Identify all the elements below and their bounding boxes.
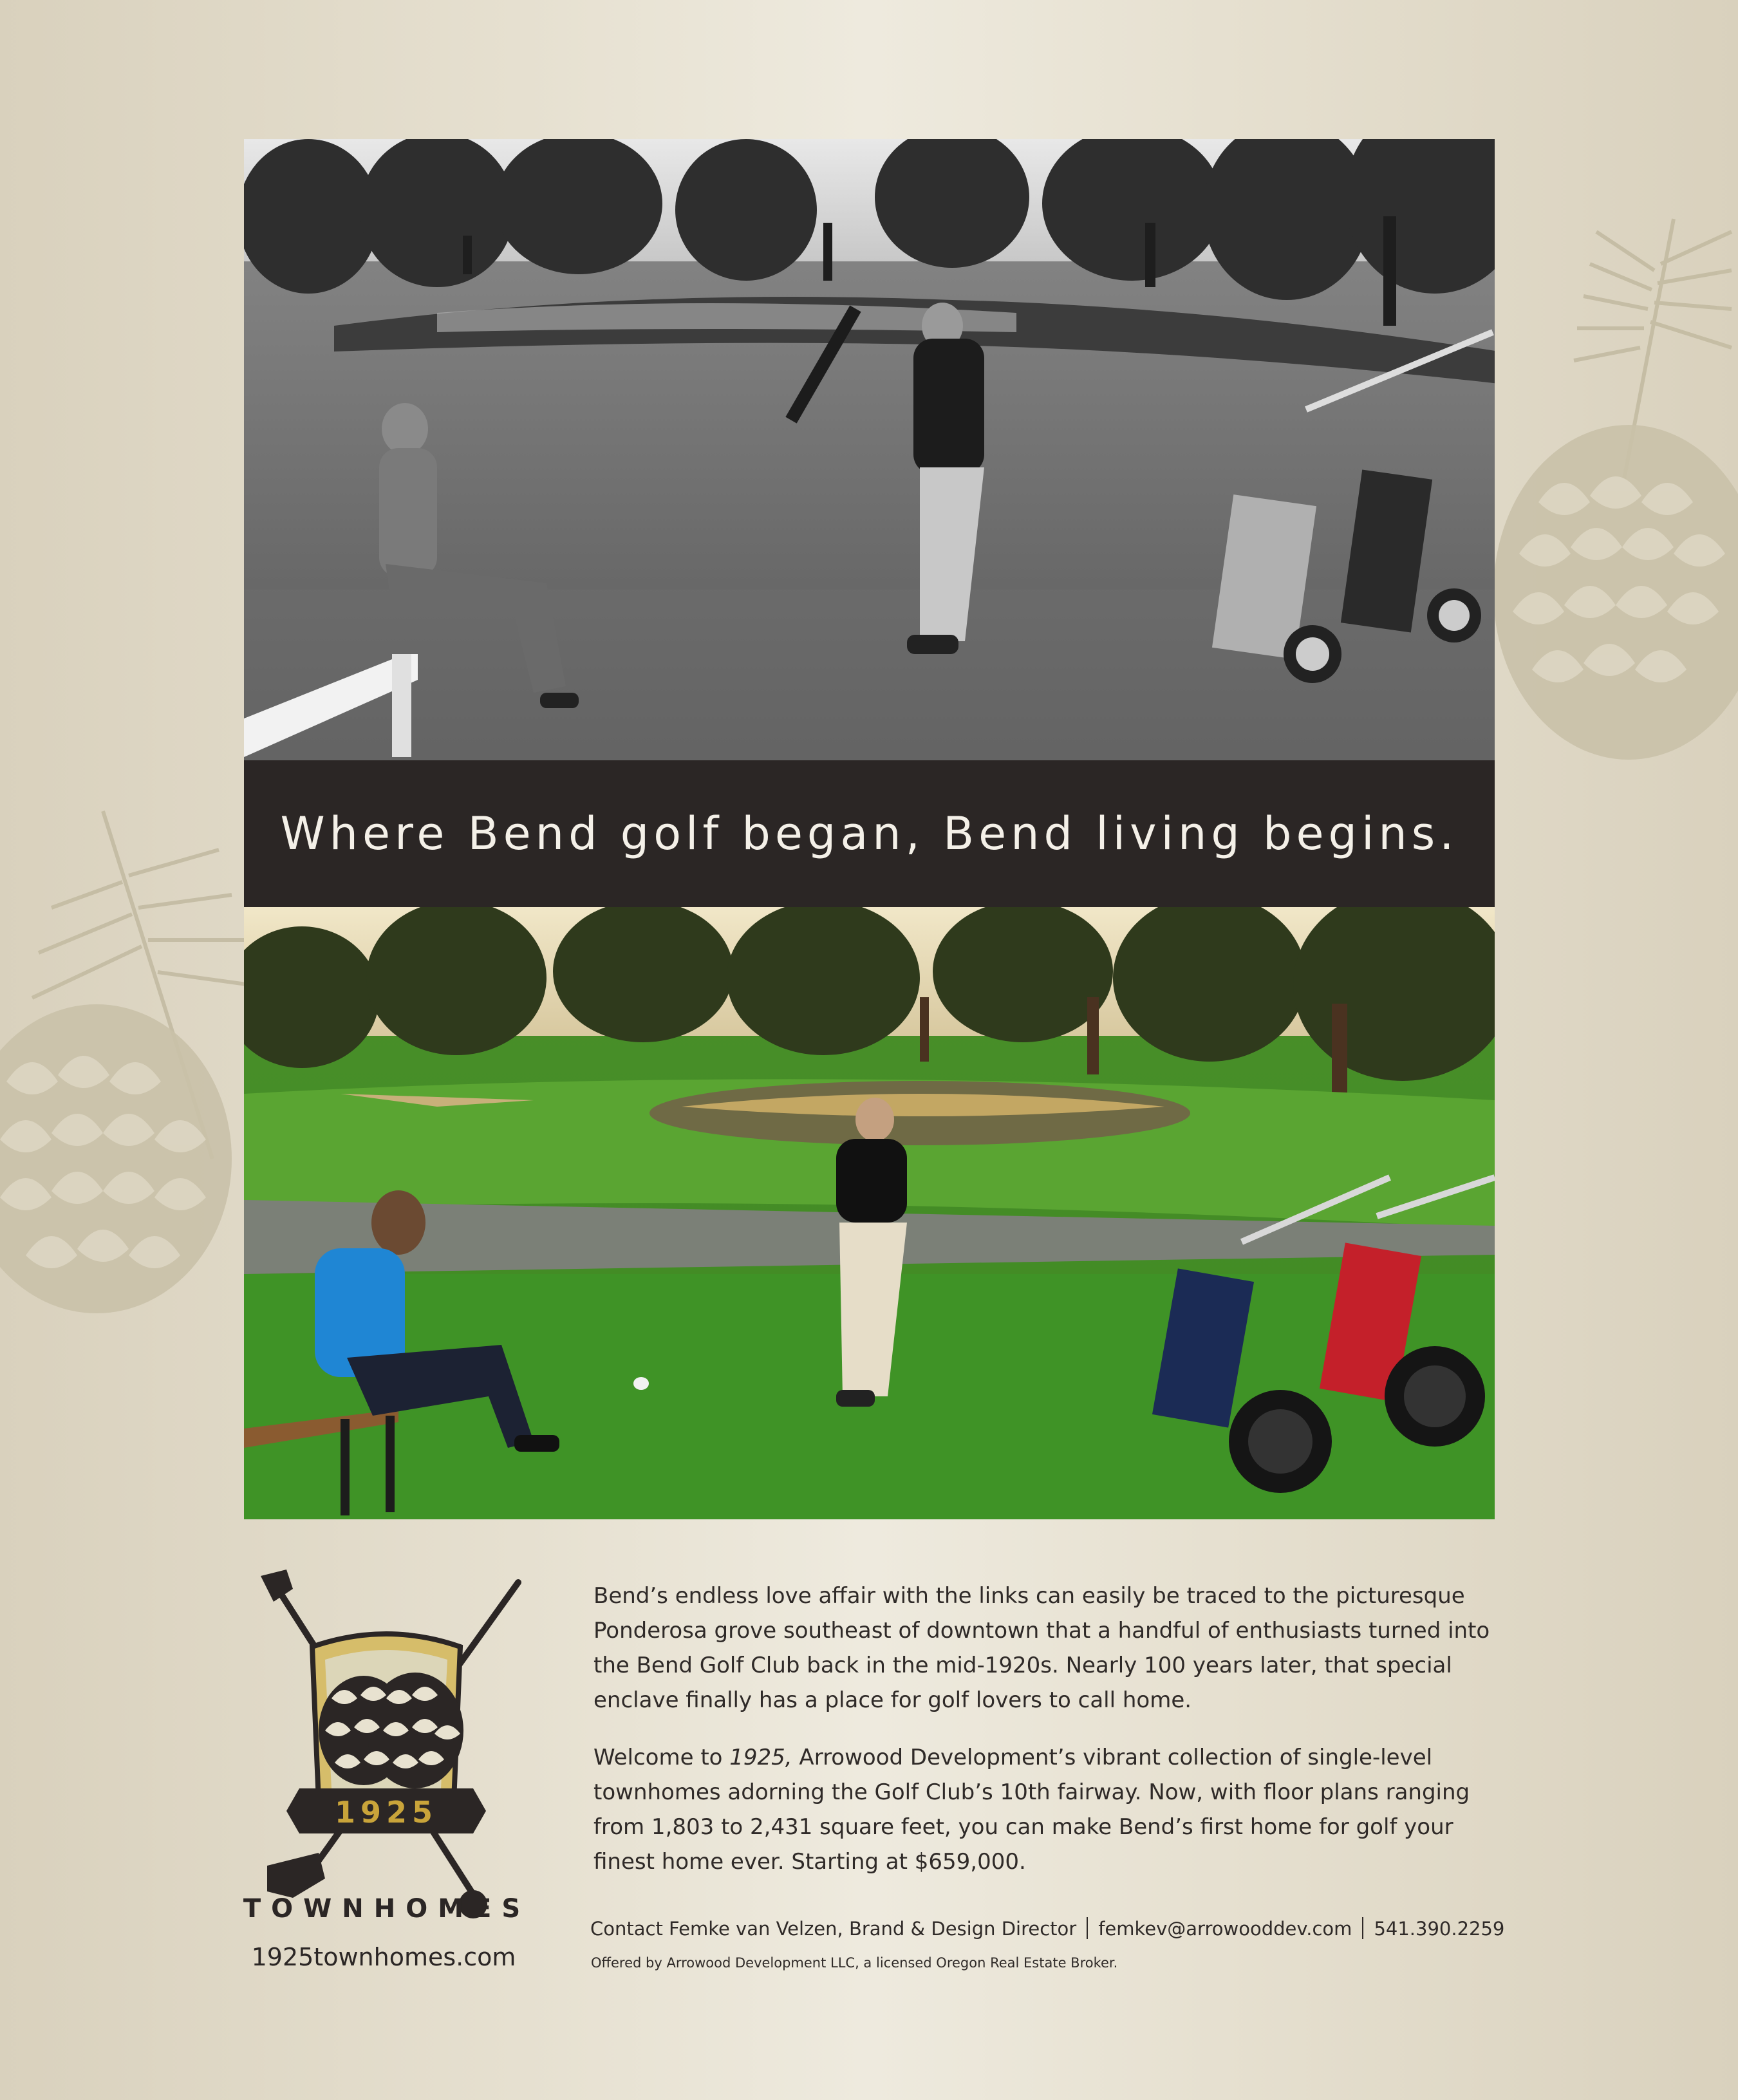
contact-phone[interactable]: 541.390.2259 [1374, 1918, 1505, 1940]
vintage-golf-photo [244, 139, 1495, 760]
website-link[interactable]: 1925townhomes.com [251, 1943, 516, 1971]
crossed-golf-clubs-crest-icon [248, 1570, 525, 1930]
paragraph2-rest: Arrowood Development’s vibrant collection of single-level townhomes adorning the Golf Club’s 10th fairway. Now, with floor plans ranging from 1,803 to 2,431 square feet, you can make Bend’s first home for golf your finest home ever. Starting at $659,000. [593, 1745, 1470, 1875]
paragraph2-name: 1925, [729, 1745, 792, 1770]
body-paragraph-1: Bend’s endless love affair with the links can easily be traced to the picturesque Ponderosa grove southeast of downtown that a handful of enthusiasts turned into the Bend Golf Club back in the mid-1920s. Nearly 100 years later, that special enclave finally has a place for golf lovers to call home. [593, 1583, 1490, 1713]
pinecone-decoration-left [0, 798, 257, 1403]
modern-golf-photo [244, 907, 1495, 1519]
disclaimer: Offered by Arrowood Development LLC, a licensed Oregon Real Estate Broker. [591, 1955, 1118, 1971]
contact-name: Contact Femke van Velzen, Brand & Design Director [590, 1918, 1077, 1940]
headline: Where Bend golf began, Bend living begins. [280, 807, 1459, 860]
divider [1362, 1917, 1363, 1939]
contact-line [590, 1917, 1517, 1940]
pinecone-decoration-right [1461, 193, 1738, 901]
headline-bar [244, 760, 1495, 907]
divider [1087, 1917, 1088, 1939]
body-paragraph-2 [593, 1740, 1508, 1879]
paragraph2-lead: Welcome to [593, 1745, 730, 1770]
contact-email[interactable]: femkev@arrowooddev.com [1098, 1918, 1352, 1940]
brand-wordmark: TOWNHOMES [243, 1894, 531, 1924]
logo-year: 1925 [334, 1795, 438, 1830]
